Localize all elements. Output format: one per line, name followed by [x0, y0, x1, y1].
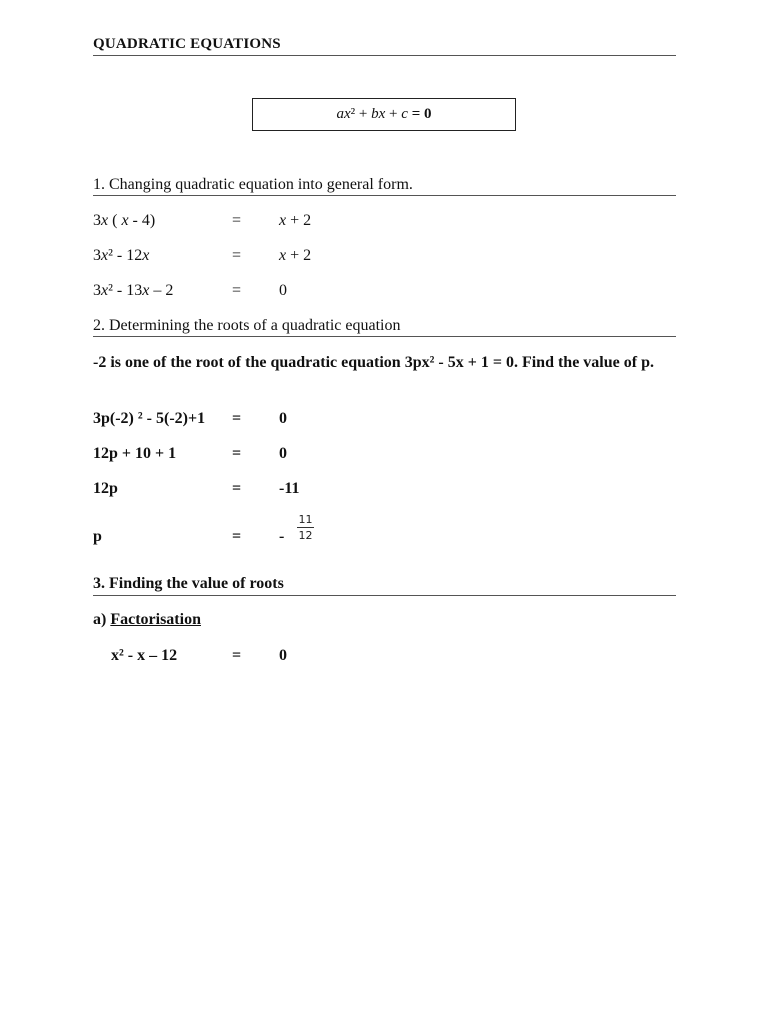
- equation-lhs: 3x ( x - 4): [93, 212, 156, 229]
- equation-row: [93, 528, 676, 550]
- equation-rhs: 0: [279, 282, 287, 299]
- equals-sign: =: [232, 247, 242, 264]
- equation-row: [93, 410, 676, 432]
- question-text: -2 is one of the root of the quadratic equation 3px² - 5x + 1 = 0. Find the value of p.: [93, 354, 654, 371]
- equation-lhs: x² - x – 12: [111, 647, 178, 664]
- equation-lhs: 3x² - 12x: [93, 247, 150, 264]
- equation-rhs-sign: -: [279, 528, 285, 545]
- equals-sign: =: [232, 410, 242, 427]
- formula-term-b: bx: [371, 106, 386, 122]
- equation-rhs: -11: [279, 480, 300, 497]
- formula-square: ²: [350, 106, 356, 122]
- subheading-factorisation: Factorisation: [110, 611, 201, 628]
- subheading: [93, 611, 201, 629]
- formula-equals-zero: = 0: [407, 106, 432, 122]
- equals-sign: =: [232, 647, 242, 664]
- equation-lhs: 12p: [93, 480, 118, 497]
- equation-row: [111, 647, 694, 669]
- section-1-heading: 1. Changing quadratic equation into general form.: [93, 176, 413, 193]
- equals-sign: =: [232, 282, 242, 299]
- page-title: QUADRATIC EQUATIONS: [93, 36, 281, 52]
- equation-rhs: 0: [279, 445, 287, 462]
- section-3-heading: 3. Finding the value of roots: [93, 575, 284, 592]
- formula-plus-2: +: [385, 106, 402, 122]
- section-3-divider: [93, 595, 676, 596]
- equals-sign: =: [232, 528, 242, 545]
- equation-rhs: 0: [279, 410, 287, 427]
- equals-sign: =: [232, 480, 242, 497]
- formula-term-c: c: [401, 106, 408, 122]
- formula-plus-1: +: [355, 106, 372, 122]
- section-2-heading: 2. Determining the roots of a quadratic equation: [93, 317, 401, 334]
- fraction: [297, 513, 314, 542]
- equation-row: [93, 282, 676, 304]
- equation-lhs: 12p + 10 + 1: [93, 445, 177, 462]
- equals-sign: =: [232, 212, 242, 229]
- equation-row: [93, 212, 676, 234]
- equation-row: [93, 445, 676, 467]
- equation-rhs: x + 2: [279, 212, 312, 229]
- formula-term-a: ax: [336, 106, 351, 122]
- equation-lhs: 3p(-2) ² - 5(-2)+1: [93, 410, 206, 427]
- equation-lhs: 3x² - 13x – 2: [93, 282, 174, 299]
- equation-row: [93, 247, 676, 269]
- fraction-denominator: 12: [298, 529, 313, 542]
- subheading-prefix: a): [93, 611, 111, 628]
- equals-sign: =: [232, 445, 242, 462]
- equation-rhs: x + 2: [279, 247, 312, 264]
- general-form-formula-box: [252, 98, 516, 131]
- section-1-divider: [93, 195, 676, 196]
- equation-rhs: 0: [279, 647, 287, 664]
- section-2-divider: [93, 336, 676, 337]
- equation-lhs: p: [93, 528, 102, 545]
- title-divider: [93, 55, 676, 56]
- equation-row: [93, 480, 676, 502]
- fraction-numerator: 11: [298, 513, 313, 526]
